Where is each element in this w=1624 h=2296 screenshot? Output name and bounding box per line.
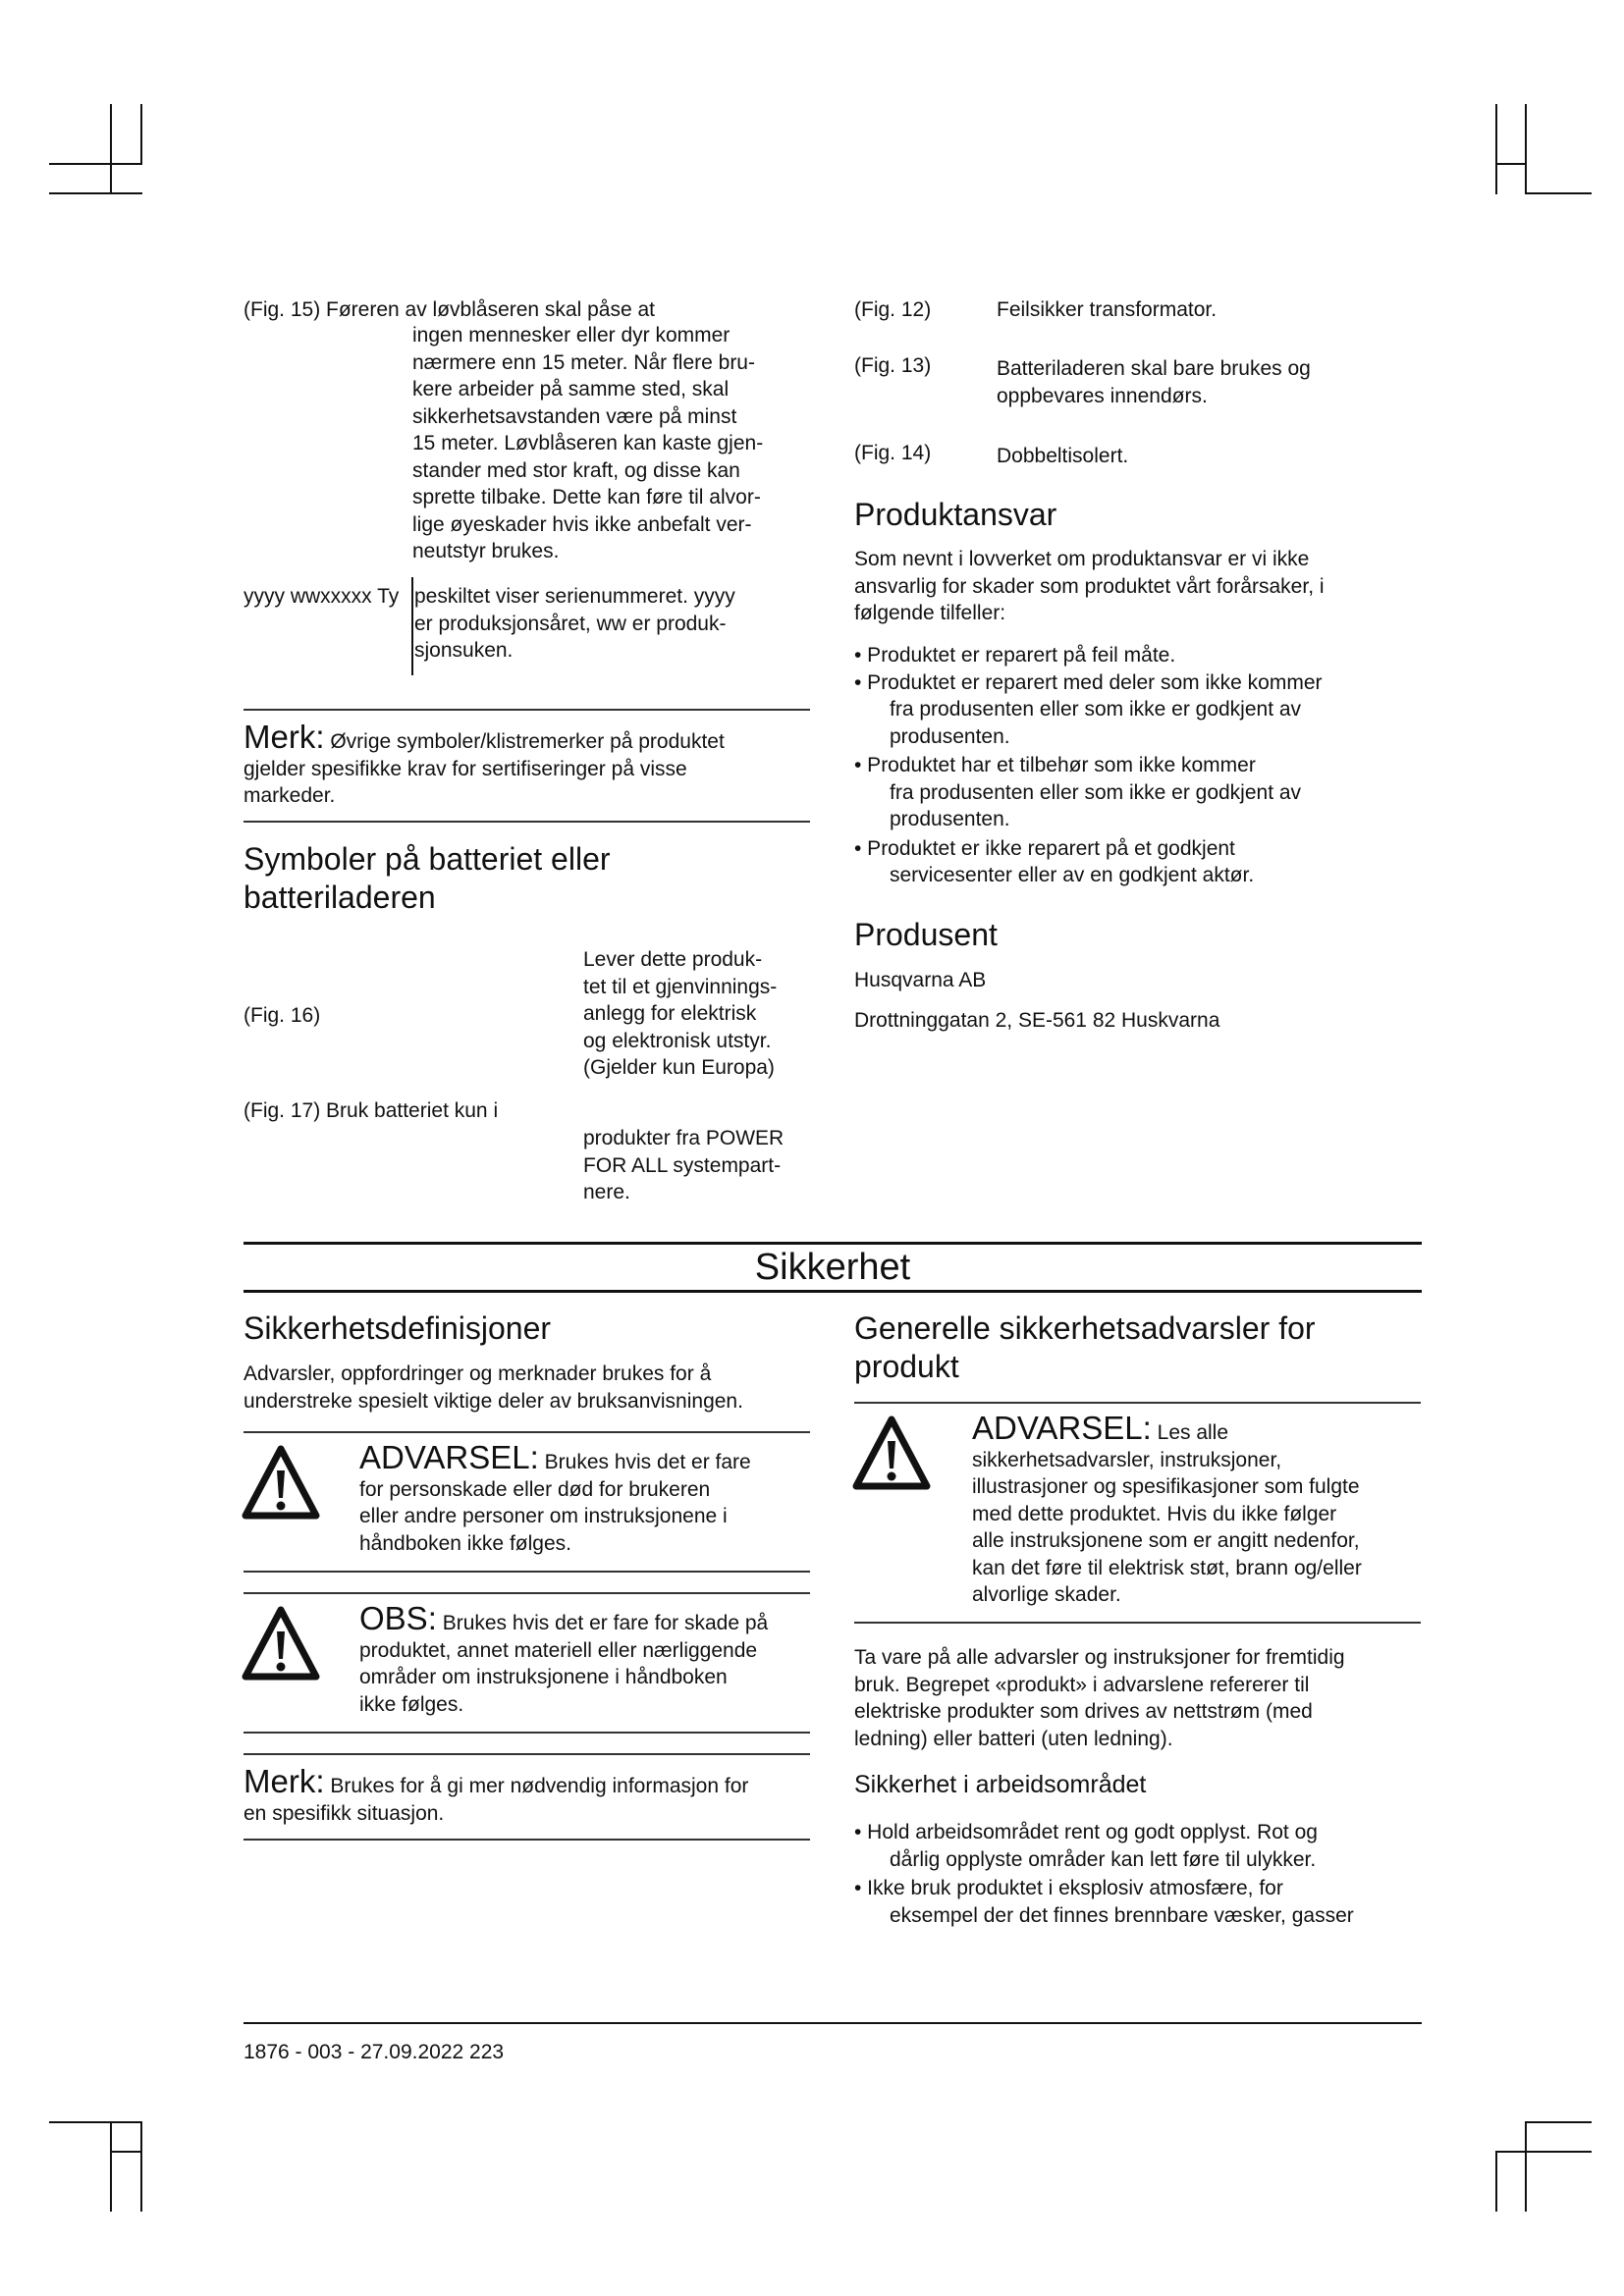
note-text: markeder. xyxy=(244,784,336,807)
fig14-text: Dobbeltisolert. xyxy=(997,445,1129,467)
warning-text: med dette produktet. Hvis du ikke følger xyxy=(972,1502,1337,1525)
keep-line: elektriske produkter som drives av nettstrøm (med xyxy=(854,1700,1313,1723)
footer-text: 1876 - 003 - 27.09.2022 223 xyxy=(244,2041,505,2063)
warning-text: alle instruksjonene som er angitt nedenfor, xyxy=(972,1529,1360,1552)
divider xyxy=(244,1571,810,1573)
warning-title: ADVARSEL: xyxy=(972,1410,1152,1446)
keep-line: ledning) eller batteri (uten ledning). xyxy=(854,1727,1173,1750)
serial-line: sjonsuken. xyxy=(414,639,514,662)
intro-line: understreke spesielt viktige deler av bruksanvisningen. xyxy=(244,1389,743,1413)
warning-text: alvorlige skader. xyxy=(972,1583,1121,1606)
keep-line: bruk. Begrepet «produkt» i advarslene refererer til xyxy=(854,1673,1310,1696)
note-text: Øvrige symboler/klistremerker på produktet xyxy=(330,730,725,753)
fig15-line: kere arbeider på samme sted, skal xyxy=(412,378,730,400)
fig16-text xyxy=(583,946,819,1082)
fig16-line: tet til et gjenvinnings- xyxy=(583,975,778,998)
fig13-label: (Fig. 13) xyxy=(854,354,932,377)
warning-text: illustrasjoner og spesifikasjoner som fulgte xyxy=(972,1475,1360,1498)
section-rule xyxy=(244,1290,1422,1293)
fig13-text xyxy=(997,355,1311,409)
divider xyxy=(854,1622,1421,1624)
fig16-label: (Fig. 16) xyxy=(244,1004,321,1027)
fig14-label: (Fig. 14) xyxy=(854,442,932,464)
divider xyxy=(244,1592,810,1594)
caution-text: områder om instruksjonene i håndboken xyxy=(359,1666,728,1688)
battery-heading xyxy=(244,840,611,917)
footer-rule xyxy=(244,2022,1422,2024)
warning-text: Brukes hvis det er fare xyxy=(544,1451,751,1473)
divider xyxy=(854,1402,1421,1404)
warning-text: kan det føre til elektrisk støt, brann og/eller xyxy=(972,1556,1362,1579)
section-title: Sikkerhet xyxy=(754,1247,911,1288)
fig16-line: anlegg for elektrisk xyxy=(583,1002,757,1025)
serial-divider xyxy=(411,577,413,675)
serial-line: peskiltet viser serienummeret. yyyy xyxy=(414,585,735,608)
fig13-line: oppbevares innendørs. xyxy=(997,384,1208,407)
general-warning xyxy=(972,1412,1424,1609)
fig15-line: ingen mennesker eller dyr kommer xyxy=(412,324,731,347)
liability-line: Som nevnt i lovverket om produktansvar er vi ikke xyxy=(854,548,1310,570)
fig12-text: Feilsikker transformator. xyxy=(997,298,1218,321)
fig15-label: (Fig. 15) Føreren av løvblåseren skal påse at xyxy=(244,298,655,321)
note-text: gjelder spesifikke krav for sertifiseringer på visse xyxy=(244,757,687,780)
workarea-heading: Sikkerhet i arbeidsområdet xyxy=(854,1771,1147,1798)
keep-line: Ta vare på alle advarsler og instruksjoner for fremtidig xyxy=(854,1646,1345,1669)
list-item: • Produktet er reparert på feil måte. xyxy=(854,644,1176,667)
fig17-line: FOR ALL systempart- xyxy=(583,1153,782,1177)
caution-text: ikke følges. xyxy=(359,1692,464,1716)
definitions-intro xyxy=(244,1361,813,1415)
caution-definition xyxy=(359,1602,821,1718)
fig15-line: neutstyr brukes. xyxy=(412,540,560,562)
fig12-label: (Fig. 12) xyxy=(854,298,932,321)
liability-heading: Produktansvar xyxy=(854,497,1057,532)
warning-text: håndboken ikke følges. xyxy=(359,1531,571,1555)
warning-definition xyxy=(359,1441,816,1557)
fig15-line: lige øyeskader hvis ikke anbefalt ver- xyxy=(412,512,752,536)
keep-instructions xyxy=(854,1644,1434,1752)
liability-text xyxy=(854,546,1424,627)
liability-line: følgende tilfeller: xyxy=(854,602,1006,624)
warning-icon xyxy=(852,1414,931,1492)
warning-text: Les alle xyxy=(1157,1421,1229,1444)
caution-text: Brukes hvis det er fare for skade på xyxy=(442,1612,769,1634)
fig15-line: 15 meter. Løvblåseren kan kaste gjen- xyxy=(412,432,764,454)
intro-line: Advarsler, oppfordringer og merknader brukes for å xyxy=(244,1362,712,1385)
serial-line: er produksjonsåret, ww er produk- xyxy=(414,612,727,635)
note-text: Brukes for å gi mer nødvendig informasjon for xyxy=(330,1775,749,1797)
heading-line: Symboler på batteriet eller xyxy=(244,841,611,877)
warning-text: eller andre personer om instruksjonene i xyxy=(359,1505,728,1527)
note-title: Merk: xyxy=(244,1763,325,1799)
warning-text: for personskade eller død for brukeren xyxy=(359,1477,711,1501)
workarea-list xyxy=(854,1819,1434,1929)
manufacturer-heading: Produsent xyxy=(854,917,998,952)
definitions-heading: Sikkerhetsdefinisjoner xyxy=(244,1310,552,1346)
warning-icon xyxy=(242,1443,320,1522)
divider xyxy=(244,1732,810,1734)
list-item: • Produktet har et tilbehør som ikke kommer fra produsenten eller som ikke er godkjent av produsenten. xyxy=(854,754,1302,830)
fig16-line: og elektronisk utstyr. xyxy=(583,1029,772,1052)
warning-text: sikkerhetsadvarsler, instruksjoner, xyxy=(972,1448,1282,1471)
divider xyxy=(244,1839,810,1841)
general-warnings-heading xyxy=(854,1309,1316,1386)
note-title: Merk: xyxy=(244,719,325,755)
list-item: • Ikke bruk produktet i eksplosiv atmosfære, for eksempel der det finnes brennbare væsker, gasser xyxy=(854,1877,1354,1927)
note-definition xyxy=(244,1765,823,1827)
divider xyxy=(244,821,810,823)
caution-title: OBS: xyxy=(359,1600,437,1636)
note-text: en spesifikk situasjon. xyxy=(244,1801,445,1825)
manufacturer-name: Husqvarna AB xyxy=(854,969,987,991)
list-item: • Produktet er ikke reparert på et godkjent servicesenter eller av en godkjent aktør. xyxy=(854,836,1255,886)
heading-line: batteriladeren xyxy=(244,880,436,915)
fig17-line: produkter fra POWER xyxy=(583,1127,785,1149)
divider xyxy=(244,709,810,711)
list-item: • Produktet er reparert med deler som ikke kommer fra produsenten eller som ikke er godkjent av produsenten. xyxy=(854,670,1323,748)
fig15-text xyxy=(412,322,805,565)
liability-list xyxy=(854,642,1424,889)
serial-text xyxy=(414,583,807,665)
fig15-line: stander med stor kraft, og disse kan xyxy=(412,458,740,482)
manufacturer-address: Drottninggatan 2, SE-561 82 Huskvarna xyxy=(854,1009,1220,1032)
heading-line: Generelle sikkerhetsadvarsler for xyxy=(854,1310,1316,1346)
fig16-line: Lever dette produk- xyxy=(583,948,763,971)
fig13-line: Batteriladeren skal bare brukes og xyxy=(997,357,1311,380)
fig15-line: sprette tilbake. Dette kan føre til alvor- xyxy=(412,486,761,508)
divider xyxy=(244,1753,810,1755)
list-item: • Hold arbeidsområdet rent og godt opplyst. Rot og dårlig opplyste områder kan lett føre til ulykker. xyxy=(854,1821,1318,1871)
fig15-line: nærmere enn 15 meter. Når flere bru- xyxy=(412,350,755,374)
serial-label: yyyy wwxxxxx Ty xyxy=(244,585,400,608)
fig17-line: nere. xyxy=(583,1181,630,1203)
fig17-label: (Fig. 17) Bruk batteriet kun i xyxy=(244,1099,499,1122)
fig15-line: sikkerhetsavstanden være på minst xyxy=(412,404,737,428)
fig17-text xyxy=(583,1125,819,1206)
liability-line: ansvarlig for skader som produktet vårt forårsaker, i xyxy=(854,574,1325,598)
heading-line: produkt xyxy=(854,1349,959,1384)
caution-icon xyxy=(242,1604,320,1682)
caution-text: produktet, annet materiell eller nærliggende xyxy=(359,1638,758,1662)
warning-title: ADVARSEL: xyxy=(359,1439,539,1475)
divider xyxy=(244,1431,810,1433)
fig16-line: (Gjelder kun Europa) xyxy=(583,1056,775,1079)
note-box xyxy=(244,721,813,810)
